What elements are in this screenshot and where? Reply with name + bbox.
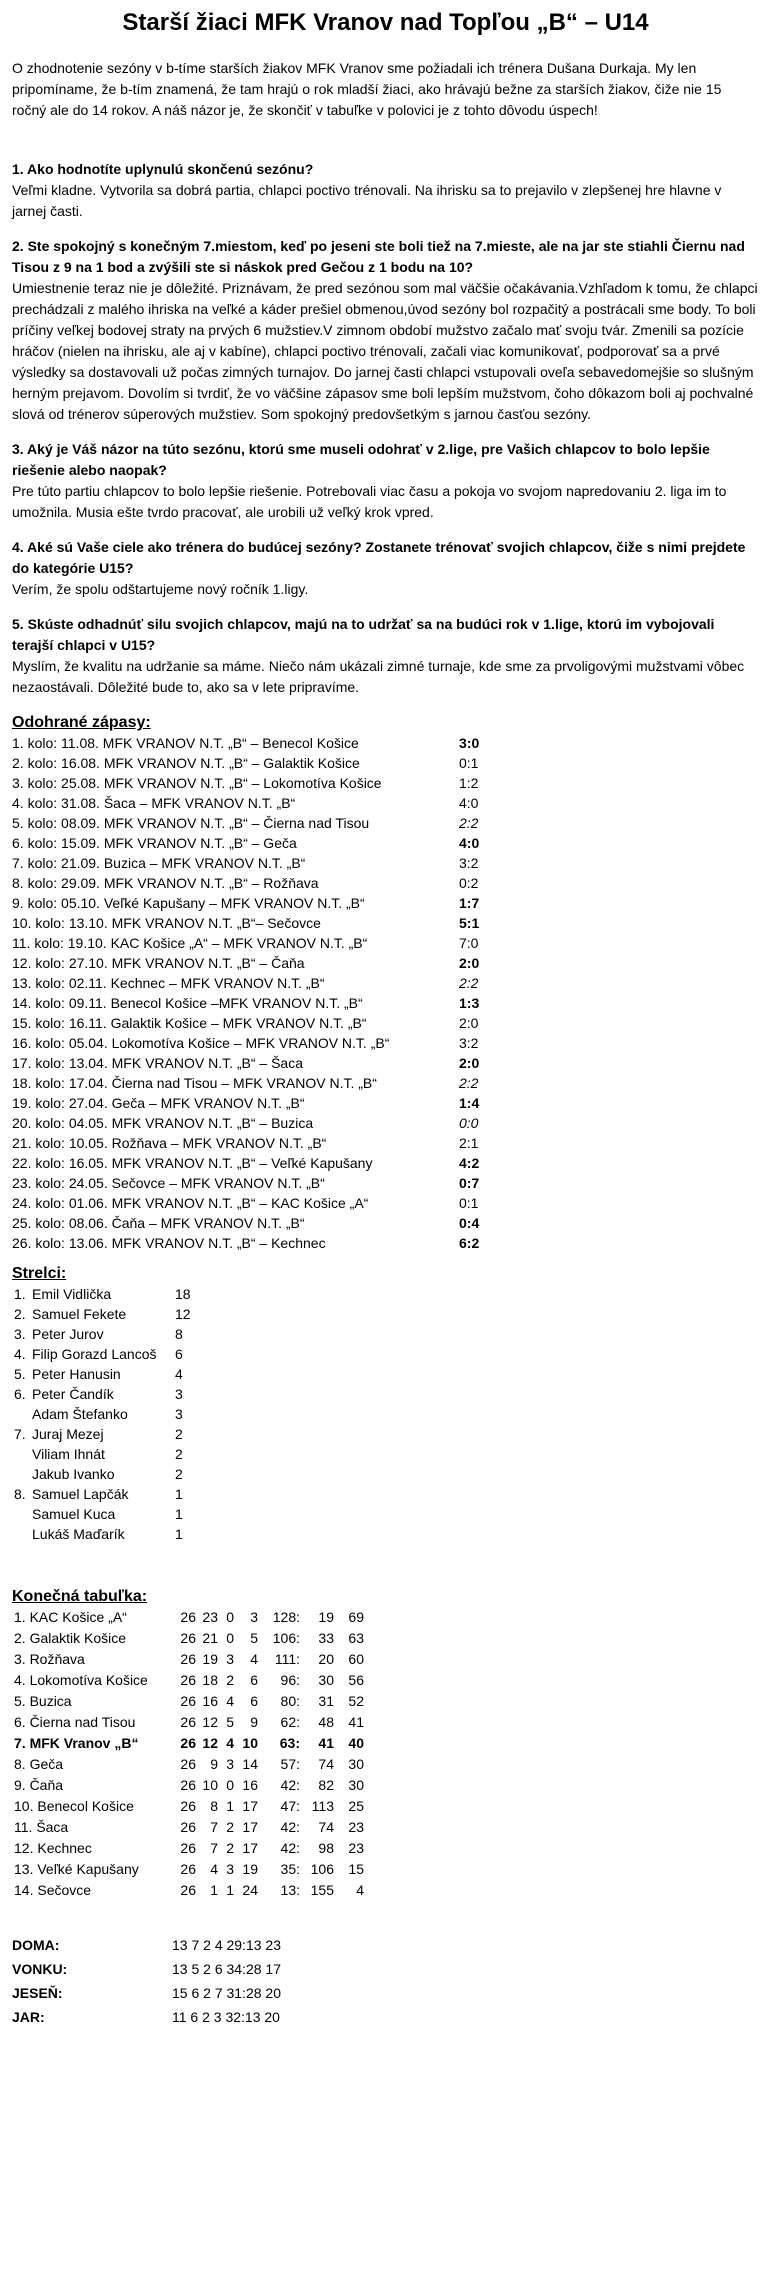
standings-row (12, 1775, 759, 1796)
summary-value: 15 6 2 7 31:28 20 (172, 1985, 281, 2001)
summary-row (12, 2005, 759, 2029)
scorer-rank (12, 1444, 32, 1464)
match-row (12, 1233, 759, 1253)
standings-cell-gf: 96: (280, 1672, 300, 1688)
standings-cell-d: 3 (226, 1861, 234, 1877)
standings-cell-l: 3 (250, 1609, 258, 1625)
summary-row (12, 1933, 759, 1957)
standings-cell-ga: 155 (310, 1882, 334, 1898)
match-score: 2:2 (459, 1075, 479, 1091)
match-text: 3. kolo: 25.08. MFK VRANOV N.T. „B“ – Lokomotíva Košice (12, 775, 382, 791)
match-row (12, 1193, 759, 1213)
standings-cell-gp: 26 (180, 1798, 196, 1814)
match-row (12, 973, 759, 993)
scorers-section (12, 1263, 759, 1544)
standings-cell-ga: 113 (311, 1798, 334, 1814)
standings-cell-gf: 106: (272, 1630, 300, 1646)
scorer-row (12, 1304, 759, 1324)
scorer-rank: 7. (14, 1426, 26, 1442)
standings-cell-pts: 60 (348, 1651, 364, 1667)
summary-label: JESEŇ: (12, 1985, 63, 2001)
standings-cell-name: 3. Rožňava (14, 1651, 85, 1667)
standings-row (12, 1670, 759, 1691)
match-text: 20. kolo: 04.05. MFK VRANOV N.T. „B“ – Buzica (12, 1115, 314, 1131)
standings-cell-name: 4. Lokomotíva Košice (14, 1672, 148, 1688)
standings-cell-l: 4 (250, 1651, 258, 1667)
standings-row (12, 1838, 759, 1859)
scorer-row (12, 1384, 759, 1404)
scorer-rank: 8. (14, 1486, 26, 1502)
match-text: 12. kolo: 27.10. MFK VRANOV N.T. „B“ – Čaňa (12, 955, 305, 971)
match-score: 0:2 (459, 875, 479, 891)
match-row (12, 1073, 759, 1093)
standings-cell-pts: 63 (348, 1630, 364, 1646)
standings-cell-name: 6. Čierna nad Tisou (14, 1714, 136, 1730)
standings-cell-name: 10. Benecol Košice (14, 1798, 134, 1814)
standings-cell-ga: 31 (318, 1693, 334, 1709)
interview-question: 4. Aké sú Vaše ciele ako trénera do budúcej sezóny? Zostanete trénovať svojich chlapcov, čiže s nimi prejdete do kategórie U15? (12, 539, 746, 576)
standings-cell-gf: 128: (272, 1609, 300, 1625)
standings-cell-d: 3 (226, 1651, 234, 1667)
match-text: 19. kolo: 27.04. Geča – MFK VRANOV N.T. „B“ (12, 1095, 305, 1111)
interview-item (12, 614, 759, 698)
standings-row (12, 1649, 759, 1670)
standings-cell-ga: 33 (318, 1630, 334, 1646)
interview-item (12, 537, 759, 600)
match-text: 8. kolo: 29.09. MFK VRANOV N.T. „B“ – Rožňava (12, 875, 319, 891)
scorer-goals: 2 (175, 1446, 183, 1462)
standings-cell-l: 5 (250, 1630, 258, 1646)
standings-heading: Konečná tabuľka: (12, 1588, 148, 1605)
scorer-goals: 3 (175, 1406, 183, 1422)
scorer-goals: 12 (175, 1306, 191, 1322)
standings-cell-ga: 98 (318, 1840, 334, 1856)
match-score: 1:7 (459, 895, 480, 911)
scorer-name: Samuel Fekete (32, 1306, 127, 1322)
standings-cell-name: 9. Čaňa (14, 1777, 64, 1793)
standings-cell-name: 5. Buzica (14, 1693, 72, 1709)
standings-cell-gp: 26 (180, 1693, 196, 1709)
match-row (12, 753, 759, 773)
scorer-name: Peter Jurov (32, 1326, 104, 1342)
match-score: 0:0 (459, 1115, 479, 1131)
standings-cell-w: 1 (210, 1882, 218, 1898)
match-row (12, 1033, 759, 1053)
scorer-goals: 6 (175, 1346, 183, 1362)
standings-cell-l: 6 (250, 1693, 258, 1709)
standings-cell-pts: 41 (348, 1714, 364, 1730)
scorer-row (12, 1284, 759, 1304)
standings-cell-gp: 26 (180, 1630, 196, 1646)
standings-cell-gp: 26 (180, 1882, 196, 1898)
standings-cell-d: 1 (226, 1882, 234, 1898)
standings-cell-w: 19 (202, 1651, 218, 1667)
scorer-name: Samuel Lapčák (32, 1486, 129, 1502)
match-text: 24. kolo: 01.06. MFK VRANOV N.T. „B“ – KAC Košice „A“ (12, 1195, 369, 1211)
standings-cell-pts: 40 (348, 1735, 364, 1751)
standings-cell-pts: 25 (348, 1798, 364, 1814)
page-title: Starší žiaci MFK Vranov nad Topľou „B“ – U14 (122, 9, 649, 36)
scorer-row (12, 1504, 759, 1524)
matches-heading: Odohrané zápasy: (12, 714, 151, 731)
match-score: 4:0 (459, 835, 480, 851)
standings-cell-pts: 23 (348, 1819, 364, 1835)
scorer-goals: 1 (175, 1506, 183, 1522)
match-text: 13. kolo: 02.11. Kechnec – MFK VRANOV N.T. „B“ (12, 975, 325, 991)
match-score: 5:1 (459, 915, 480, 931)
standings-cell-gp: 26 (180, 1777, 196, 1793)
standings-cell-pts: 30 (348, 1777, 364, 1793)
scorer-goals: 3 (175, 1386, 183, 1402)
scorer-goals: 1 (175, 1486, 183, 1502)
match-row (12, 1213, 759, 1233)
standings-cell-l: 17 (242, 1798, 258, 1814)
match-row (12, 1113, 759, 1133)
scorer-row (12, 1464, 759, 1484)
matches-list (12, 733, 759, 1253)
match-score: 4:2 (459, 1155, 480, 1171)
interview-question: 2. Ste spokojný s konečným 7.miestom, keď po jeseni ste boli tiež na 7.mieste, ale na jar ste stiahli Čiernu nad Tisou z 9 na 1 bod a zvýšili ste si náskok pred Gečou z 1 bodu na 10? (12, 238, 745, 275)
scorer-row (12, 1484, 759, 1504)
match-text: 9. kolo: 05.10. Veľké Kapušany – MFK VRANOV N.T. „B“ (12, 895, 365, 911)
match-score: 2:1 (459, 1135, 479, 1151)
standings-row (12, 1628, 759, 1649)
interview-question: 1. Ako hodnotíte uplynulú skončenú sezónu? (12, 161, 314, 177)
match-text: 14. kolo: 09.11. Benecol Košice –MFK VRANOV N.T. „B“ (12, 995, 363, 1011)
standings-cell-gp: 26 (180, 1756, 196, 1772)
match-row (12, 993, 759, 1013)
match-score: 2:0 (459, 955, 480, 971)
standings-cell-l: 6 (250, 1672, 258, 1688)
standings-cell-pts: 23 (348, 1840, 364, 1856)
standings-cell-l: 9 (250, 1714, 258, 1730)
scorer-name: Emil Vidlička (32, 1286, 112, 1302)
match-row (12, 893, 759, 913)
scorer-rank: 1. (14, 1286, 26, 1302)
summary-label: DOMA: (12, 1937, 60, 1953)
scorer-rank (12, 1404, 32, 1424)
match-row (12, 1093, 759, 1113)
standings-cell-w: 4 (210, 1861, 218, 1877)
standings-table (12, 1607, 759, 1901)
match-score: 3:2 (459, 855, 479, 871)
standings-cell-w: 12 (202, 1735, 218, 1751)
match-row (12, 1133, 759, 1153)
match-score: 2:0 (459, 1055, 480, 1071)
match-text: 10. kolo: 13.10. MFK VRANOV N.T. „B“– Sečovce (12, 915, 321, 931)
standings-row (12, 1754, 759, 1775)
standings-cell-gf: 42: (280, 1819, 300, 1835)
summary-value: 11 6 2 3 32:13 20 (172, 2009, 280, 2025)
summary-row (12, 1981, 759, 2005)
match-row (12, 1053, 759, 1073)
standings-cell-d: 5 (226, 1714, 234, 1730)
standings-cell-d: 0 (226, 1777, 234, 1793)
standings-cell-d: 4 (226, 1735, 234, 1751)
standings-cell-l: 24 (242, 1882, 258, 1898)
scorer-row (12, 1524, 759, 1544)
standings-cell-d: 3 (226, 1756, 234, 1772)
scorer-rank (12, 1464, 32, 1484)
standings-cell-ga: 74 (318, 1819, 334, 1835)
standings-row (12, 1607, 759, 1628)
standings-cell-l: 14 (242, 1756, 258, 1772)
match-text: 15. kolo: 16.11. Galaktik Košice – MFK VRANOV N.T. „B“ (12, 1015, 367, 1031)
interview-question: 5. Skúste odhadnúť silu svojich chlapcov, majú na to udržať sa na budúci rok v 1.lige, ktorú im vybojovali terajší chlapci v U15? (12, 616, 715, 653)
match-text: 18. kolo: 17.04. Čierna nad Tisou – MFK VRANOV N.T. „B“ (12, 1075, 377, 1091)
match-row (12, 873, 759, 893)
match-text: 22. kolo: 16.05. MFK VRANOV N.T. „B“ – Veľké Kapušany (12, 1155, 373, 1171)
standings-cell-gp: 26 (180, 1840, 196, 1856)
scorer-row (12, 1324, 759, 1344)
standings-cell-gp: 26 (180, 1672, 196, 1688)
standings-cell-name: 12. Kechnec (14, 1840, 92, 1856)
standings-cell-gp: 26 (180, 1819, 196, 1835)
match-row (12, 1013, 759, 1033)
scorer-rank (12, 1504, 32, 1524)
scorers-heading: Strelci: (12, 1265, 67, 1282)
match-text: 6. kolo: 15.09. MFK VRANOV N.T. „B“ – Geča (12, 835, 297, 851)
match-row (12, 793, 759, 813)
intro-paragraph: O zhodnotenie sezóny v b-tíme starších žiakov MFK Vranov sme požiadali ich trénera Dušana Durkaja. My len pripomíname, že b-tím znamená, že tam hrajú o rok mladší žiaci, ako hrávajú bežne za starších žiakov, čiže nie 15 ročný ale do 14 rokov. A náš názor je, že skončiť v tabuľke v polovici je z tohto dôvodu úspech! (12, 60, 722, 118)
standings-cell-w: 7 (210, 1840, 218, 1856)
match-row (12, 933, 759, 953)
scorer-name: Jakub Ivanko (32, 1466, 115, 1482)
standings-cell-gf: 111: (274, 1651, 300, 1667)
interview-answer: Veľmi kladne. Vytvorila sa dobrá partia, chlapci poctivo trénovali. Na ihrisku sa to prejavilo v zlepšenej hre hlavne v jarnej časti. (12, 182, 722, 219)
scorer-rank: 4. (14, 1346, 26, 1362)
standings-cell-l: 17 (242, 1819, 258, 1835)
interview-item (12, 236, 759, 425)
interview-answer: Umiestnenie teraz nie je dôležité. Priznávam, že pred sezónou som mal väčšie očakávania.Vzhľadom k tomu, že chlapci prechádzali z malého ihriska na veľké a káder prešiel obmenou,úvod sezóny bol rozpačitý a postrácali sme body. To boli príčiny veľkej bodovej straty na prvých 6 mužstiev.V zimnom období mužstvo začalo mať svoju tvár. Zmenili sa pozície hráčov (nielen na ihrisku, ale aj v kabíne), chlapci poctivo trénovali, začali viac komunikovať, podporovať sa a prvé výsledky sa dostavovali už počas zimných turnajov. Do jarnej časti chlapci vstupovali oveľa sebavedomejšie so slušným herným prejavom. Dovolím si tvrdiť, že vo väčšine zápasov sme boli lepším mužstvom, čoho dôkazom boli aj pochvalné slová od trénerov súperových mužstiev. Som spokojný predovšetkým s jarnou časťou sezóny. (12, 280, 758, 422)
match-row (12, 913, 759, 933)
standings-cell-w: 16 (202, 1693, 218, 1709)
standings-cell-w: 12 (202, 1714, 218, 1730)
match-score: 6:2 (459, 1235, 480, 1251)
standings-cell-l: 10 (242, 1735, 258, 1751)
standings-cell-name: 11. Šaca (14, 1819, 69, 1835)
match-score: 1:3 (459, 995, 480, 1011)
standings-cell-ga: 41 (318, 1735, 334, 1751)
standings-cell-name: 2. Galaktik Košice (14, 1630, 127, 1646)
standings-cell-l: 16 (242, 1777, 258, 1793)
standings-cell-name: 8. Geča (14, 1756, 64, 1772)
match-text: 5. kolo: 08.09. MFK VRANOV N.T. „B“ – Čierna nad Tisou (12, 815, 370, 831)
standings-row (12, 1712, 759, 1733)
standings-cell-d: 2 (226, 1840, 234, 1856)
standings-cell-d: 2 (226, 1672, 234, 1688)
scorer-rank: 3. (14, 1326, 26, 1342)
match-row (12, 1153, 759, 1173)
interview-item (12, 159, 759, 222)
summary-row (12, 1957, 759, 1981)
standings-cell-gp: 26 (180, 1651, 196, 1667)
standings-row (12, 1817, 759, 1838)
match-text: 11. kolo: 19.10. KAC Košice „A“ – MFK VRANOV N.T. „B“ (12, 935, 368, 951)
standings-cell-gf: 80: (280, 1693, 300, 1709)
standings-cell-ga: 82 (318, 1777, 334, 1793)
standings-row (12, 1796, 759, 1817)
scorer-row (12, 1404, 759, 1424)
scorer-row (12, 1364, 759, 1384)
match-row (12, 733, 759, 753)
match-score: 1:4 (459, 1095, 480, 1111)
standings-cell-ga: 20 (318, 1651, 334, 1667)
interview-answer: Myslím, že kvalitu na udržanie sa máme. Niečo nám ukázali zimné turnaje, kde sme za prvoligovými mužstvami vôbec nezaostávali. Dôležité bude to, ako sa v lete pripravíme. (12, 658, 745, 695)
standings-cell-pts: 4 (356, 1882, 364, 1898)
match-row (12, 813, 759, 833)
match-score: 2:2 (459, 975, 479, 991)
standings-cell-w: 7 (210, 1819, 218, 1835)
standings-cell-w: 8 (210, 1798, 218, 1814)
scorer-goals: 1 (175, 1526, 183, 1542)
interview-answer: Verím, že spolu odštartujeme nový ročník 1.ligy. (12, 581, 309, 597)
interview-question: 3. Aký je Váš názor na túto sezónu, ktorú sme museli odohrať v 2.lige, pre Vašich chlapcov to bolo lepšie riešenie alebo naopak? (12, 441, 710, 478)
interview-answer: Pre túto partiu chlapcov to bolo lepšie riešenie. Potrebovali viac času a pokoja vo svojom napredovaniu 2. liga im to umožnila. Musia ešte tvrdo pracovať, ale urobili už veľký krok vpred. (12, 483, 727, 520)
match-text: 16. kolo: 05.04. Lokomotíva Košice – MFK VRANOV N.T. „B“ (12, 1035, 390, 1051)
match-row (12, 1173, 759, 1193)
scorer-rank: 6. (14, 1386, 26, 1402)
match-row (12, 953, 759, 973)
standings-cell-gf: 62: (280, 1714, 300, 1730)
standings-cell-ga: 106 (310, 1861, 334, 1877)
standings-cell-ga: 19 (318, 1609, 334, 1625)
standings-cell-pts: 15 (348, 1861, 364, 1877)
scorer-goals: 4 (175, 1366, 183, 1382)
scorer-goals: 2 (175, 1426, 183, 1442)
scorer-name: Adam Štefanko (32, 1406, 128, 1422)
scorer-row (12, 1424, 759, 1444)
match-text: 23. kolo: 24.05. Sečovce – MFK VRANOV N.T. „B“ (12, 1175, 325, 1191)
match-score: 2:0 (459, 1015, 479, 1031)
scorer-row (12, 1444, 759, 1464)
match-score: 0:4 (459, 1215, 480, 1231)
standings-cell-gf: 57: (280, 1756, 300, 1772)
match-score: 0:7 (459, 1175, 480, 1191)
match-score: 1:2 (459, 775, 479, 791)
scorer-rank: 5. (14, 1366, 26, 1382)
standings-row (12, 1859, 759, 1880)
standings-section (12, 1586, 759, 1901)
match-row (12, 773, 759, 793)
scorer-name: Viliam Ihnát (32, 1446, 105, 1462)
standings-cell-d: 4 (226, 1693, 234, 1709)
standings-cell-w: 9 (210, 1756, 218, 1772)
standings-cell-pts: 69 (348, 1609, 364, 1625)
standings-row (12, 1691, 759, 1712)
standings-cell-gf: 35: (280, 1861, 300, 1877)
standings-cell-gf: 47: (280, 1798, 300, 1814)
summary-label: VONKU: (12, 1961, 68, 1977)
standings-cell-gp: 26 (180, 1714, 196, 1730)
standings-cell-gf: 63: (279, 1735, 300, 1751)
scorer-name: Samuel Kuca (32, 1506, 116, 1522)
match-row (12, 853, 759, 873)
standings-cell-name: 14. Sečovce (14, 1882, 92, 1898)
match-text: 2. kolo: 16.08. MFK VRANOV N.T. „B“ – Galaktik Košice (12, 755, 360, 771)
scorer-goals: 8 (175, 1326, 183, 1342)
standings-cell-w: 10 (202, 1777, 218, 1793)
standings-cell-w: 18 (202, 1672, 218, 1688)
standings-cell-gf: 13: (280, 1882, 300, 1898)
standings-cell-pts: 52 (348, 1693, 364, 1709)
standings-cell-gf: 42: (280, 1777, 300, 1793)
standings-cell-ga: 74 (318, 1756, 334, 1772)
standings-row (12, 1733, 759, 1754)
standings-cell-l: 17 (242, 1840, 258, 1856)
interview-item (12, 439, 759, 523)
scorer-name: Peter Hanusin (32, 1366, 121, 1382)
scorer-goals: 18 (175, 1286, 191, 1302)
scorer-rank: 2. (14, 1306, 26, 1322)
match-row (12, 833, 759, 853)
match-text: 26. kolo: 13.06. MFK VRANOV N.T. „B“ – Kechnec (12, 1235, 326, 1251)
summary-label: JAR: (12, 2009, 45, 2025)
scorer-name: Peter Čandík (32, 1386, 114, 1402)
standings-cell-gp: 26 (180, 1861, 196, 1877)
standings-cell-w: 21 (202, 1630, 218, 1646)
summary-value: 13 7 2 4 29:13 23 (172, 1937, 281, 1953)
match-text: 21. kolo: 10.05. Rožňava – MFK VRANOV N.T. „B“ (12, 1135, 327, 1151)
standings-cell-d: 0 (226, 1630, 234, 1646)
standings-row (12, 1880, 759, 1901)
standings-cell-d: 1 (226, 1798, 234, 1814)
scorers-list (12, 1284, 759, 1544)
standings-cell-gp: 26 (180, 1609, 196, 1625)
match-text: 1. kolo: 11.08. MFK VRANOV N.T. „B“ – Benecol Košice (12, 735, 359, 751)
match-score: 4:0 (459, 795, 479, 811)
standings-cell-ga: 30 (318, 1672, 334, 1688)
match-score: 0:1 (459, 1195, 479, 1211)
scorer-name: Filip Gorazd Lancoš (32, 1346, 157, 1362)
match-text: 25. kolo: 08.06. Čaňa – MFK VRANOV N.T. „B“ (12, 1215, 305, 1231)
match-text: 7. kolo: 21.09. Buzica – MFK VRANOV N.T. „B“ (12, 855, 306, 871)
standings-cell-ga: 48 (318, 1714, 334, 1730)
scorer-rank (12, 1524, 32, 1544)
standings-cell-d: 0 (226, 1609, 234, 1625)
match-score: 0:1 (459, 755, 479, 771)
scorer-goals: 2 (175, 1466, 183, 1482)
scorer-name: Juraj Mezej (32, 1426, 104, 1442)
standings-cell-l: 19 (242, 1861, 258, 1877)
match-score: 7:0 (459, 935, 479, 951)
summary-value: 13 5 2 6 34:28 17 (172, 1961, 281, 1977)
standings-cell-gp: 26 (180, 1735, 196, 1751)
summary-stats (12, 1933, 759, 2029)
match-score: 2:2 (459, 815, 479, 831)
standings-cell-name: 7. MFK Vranov „B“ (14, 1735, 139, 1751)
interview (12, 159, 759, 698)
standings-cell-name: 13. Veľké Kapušany (14, 1861, 139, 1877)
standings-cell-w: 23 (202, 1609, 218, 1625)
match-text: 4. kolo: 31.08. Šaca – MFK VRANOV N.T. „B“ (12, 795, 296, 811)
standings-cell-name: 1. KAC Košice „A“ (14, 1609, 127, 1625)
standings-cell-pts: 30 (348, 1756, 364, 1772)
scorer-name: Lukáš Maďarík (32, 1526, 125, 1542)
scorer-row (12, 1344, 759, 1364)
standings-cell-pts: 56 (348, 1672, 364, 1688)
standings-cell-gf: 42: (280, 1840, 300, 1856)
match-text: 17. kolo: 13.04. MFK VRANOV N.T. „B“ – Šaca (12, 1055, 303, 1071)
standings-cell-d: 2 (226, 1819, 234, 1835)
match-score: 3:2 (459, 1035, 479, 1051)
match-score: 3:0 (459, 735, 480, 751)
